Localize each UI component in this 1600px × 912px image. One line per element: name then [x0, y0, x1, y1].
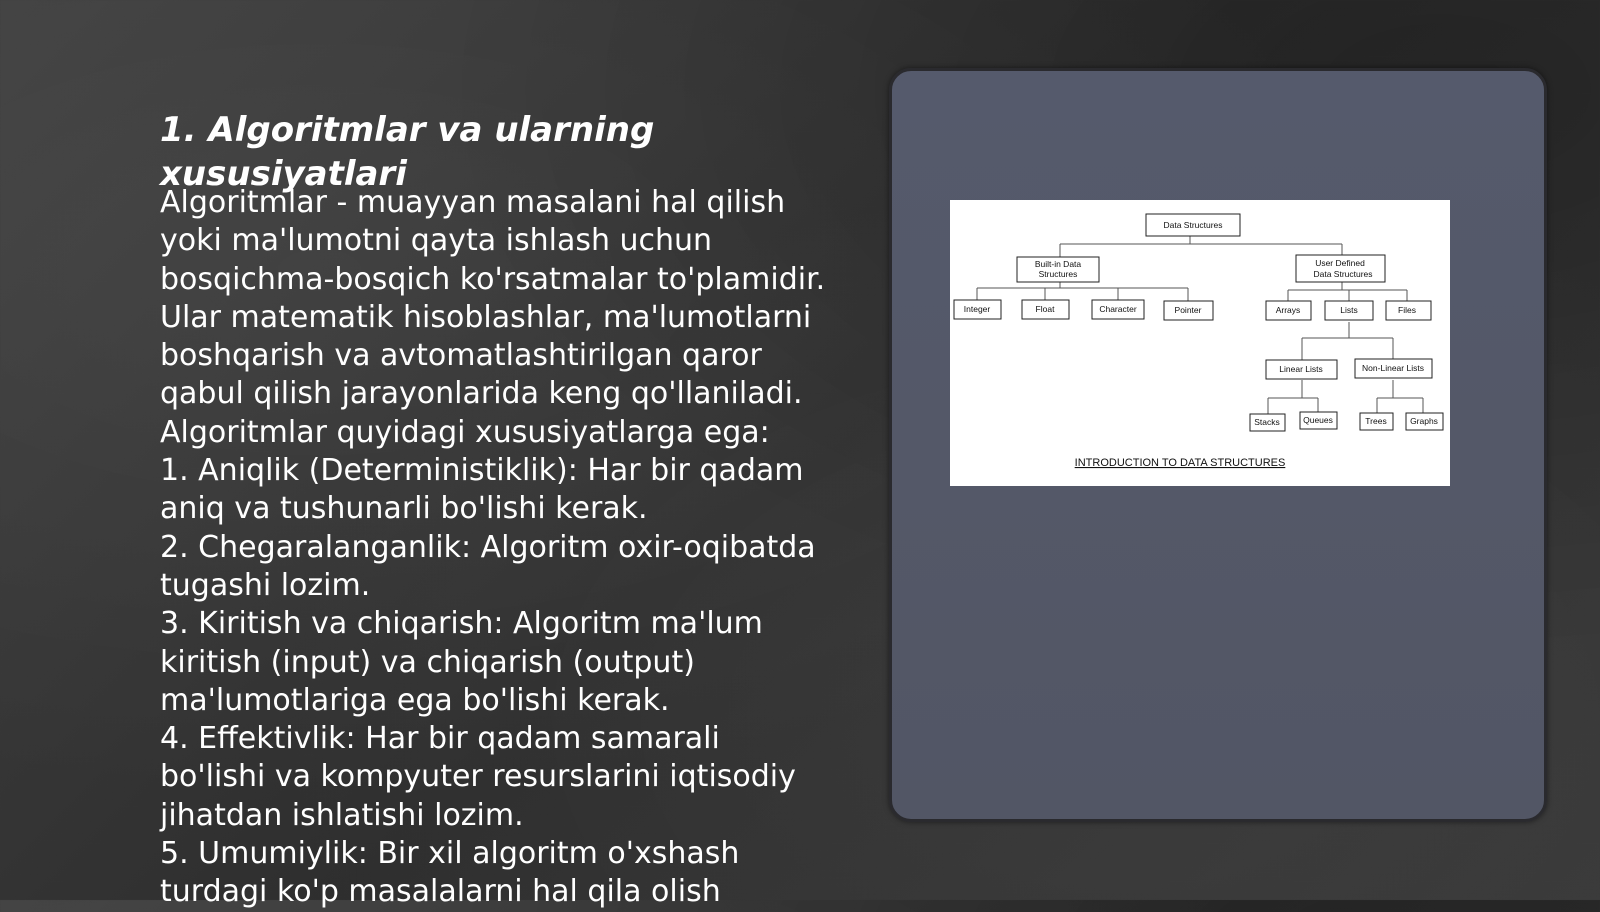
node-user-defined-data-structures: [1296, 255, 1385, 282]
node-arrays: [1266, 301, 1311, 320]
slide-title: 1. Algoritmlar va ularning xususiyatlari: [160, 110, 655, 194]
svg-text:Arrays: Arrays: [1275, 305, 1301, 315]
node-linear-lists: [1266, 360, 1337, 379]
node-trees: [1360, 413, 1393, 430]
node-lists: [1325, 301, 1373, 320]
node-built-in-data-structures: [1017, 257, 1099, 282]
svg-text:Non-Linear Lists: Non-Linear Lists: [1362, 363, 1424, 373]
svg-text:Float: Float: [1035, 304, 1055, 314]
svg-text:Linear Lists: Linear Lists: [1279, 364, 1323, 374]
svg-text:Character: Character: [1099, 304, 1137, 314]
node-files: [1386, 301, 1431, 320]
node-integer: [954, 300, 1001, 319]
node-non-linear-lists: [1355, 359, 1432, 378]
svg-text:User Defined: User Defined: [1315, 258, 1365, 268]
svg-text:Data Structures: Data Structures: [1313, 269, 1373, 279]
node-character: [1092, 300, 1144, 319]
svg-text:Trees: Trees: [1365, 416, 1387, 426]
svg-text:Graphs: Graphs: [1410, 416, 1438, 426]
svg-text:Structures: Structures: [1038, 269, 1078, 279]
node-queues: [1300, 412, 1337, 429]
svg-text:Stacks: Stacks: [1254, 417, 1280, 427]
svg-text:Pointer: Pointer: [1174, 305, 1202, 315]
diagram-caption: INTRODUCTION TO DATA STRUCTURES: [1074, 457, 1286, 469]
node-data-structures: [1146, 214, 1240, 236]
node-graphs: [1406, 413, 1443, 430]
svg-text:Files: Files: [1398, 305, 1416, 315]
node-pointer: [1164, 301, 1213, 320]
node-stacks: [1250, 414, 1285, 431]
slide-body: Algoritmlar - muayyan masalani hal qilish yoki ma'lumotni qayta ishlash uchun bosqichma-bosqich ko'rsatmalar to'plamidir. Ular matematik hisoblashlar, ma'lumotlarni boshqarish va avtomatlashtirilgan qaror qabul qilish jarayonlarida keng qo'llaniladi. Algoritmlar quyidagi xususiyatlarga ega: 1. Aniqlik (Deterministiklik): Har bir qadam aniq va tushunarli bo'lishi kerak. 2. Chegaralanganlik: Algoritm oxir-oqibatda tugashi lozim. 3. Kiritish va chiqarish: Algoritm ma'lum kiritish (input) va chiqarish (output) ma'lumotlariga ega bo'lishi kerak. 4. Effektivlik: Har bir qadam samarali bo'lishi va kompyuter resurslarini iqtisodiy jihatdan ishlatishi lozim. 5. Umumiylik: Bir xil algoritm o'xshash turdagi ko'p masalalarni hal qila olish: [160, 185, 826, 910]
slide-text-block: [160, 108, 830, 912]
data-structures-diagram: [950, 200, 1450, 486]
svg-text:Data Structures: Data Structures: [1163, 220, 1223, 230]
svg-text:Queues: Queues: [1303, 415, 1333, 425]
svg-text:Integer: Integer: [963, 304, 991, 314]
svg-text:Lists: Lists: [1340, 305, 1358, 315]
svg-text:Built-in Data: Built-in Data: [1034, 259, 1082, 269]
node-float: [1022, 300, 1069, 319]
